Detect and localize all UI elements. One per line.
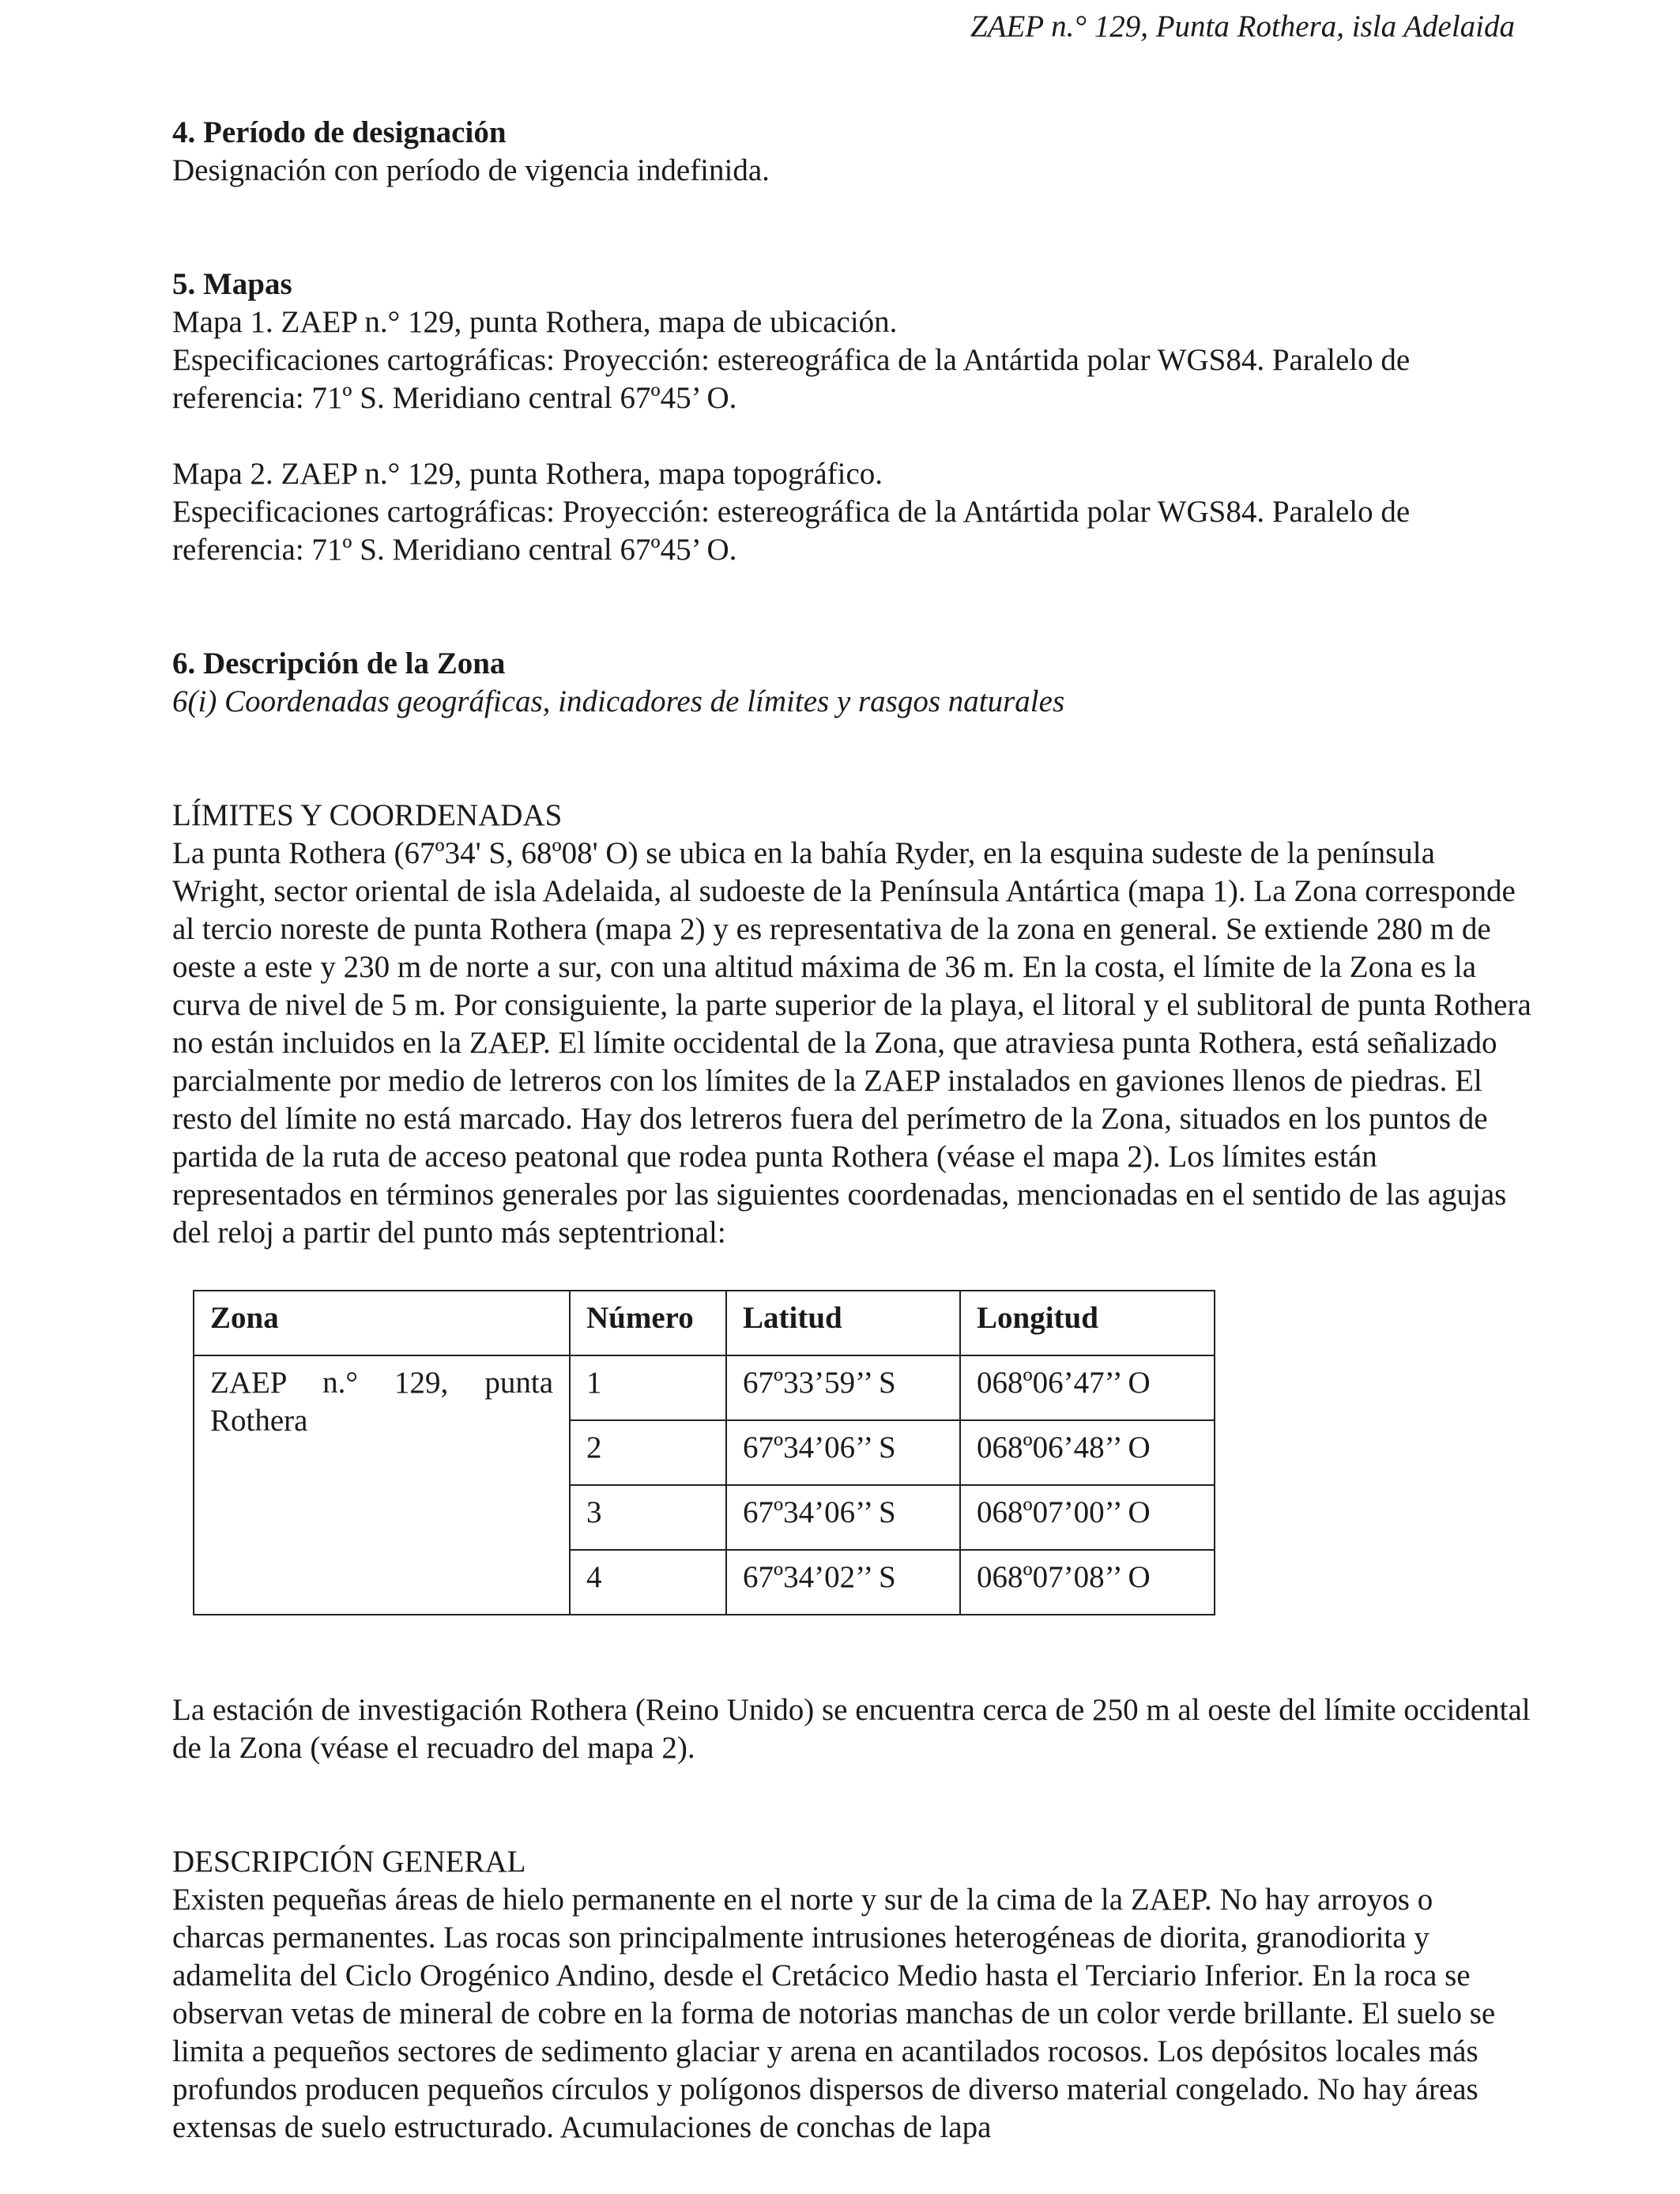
- section-4-text: Designación con período de vigencia indefinida.: [172, 153, 770, 187]
- limits-paragraph: La punta Rothera (67º34' S, 68º08' O) se ubica en la bahía Ryder, en la esquina sudeste de la península Wright, sector oriental de isla Adelaida, al sudoeste de la Península Antártica (mapa 1). La Zona corresponde al tercio noreste de punta Rothera (mapa 2) y es representativa de la zona en general. Se extiende 280 m de oeste a este y 230 m de norte a sur, con una altitud máxima de 36 m. En la costa, el límite de la Zona es la curva de nivel de 5 m. Por consiguiente, la parte superior de la playa, el litoral y el sublitoral de punta Rothera no están incluidos en la ZAEP. El límite occidental de la Zona, que atraviesa punta Rothera, está señalizado parcialmente por medio de letreros con los límites de la ZAEP instalados en gaviones llenos de piedras. El resto del límite no está marcado. Hay dos letreros fuera del perímetro de la Zona, situados en los puntos de partida de la ruta de acceso peatonal que rodea punta Rothera (véase el mapa 2). Los límites están representados en términos generales por las siguientes coordenadas, mencionadas en el sentido de las agujas del reloj a partir del punto más septentrional:: [172, 836, 1531, 1250]
- row-longitude: 068º07’08’’ O: [960, 1550, 1215, 1615]
- row-longitude: 068º06’48’’ O: [960, 1420, 1215, 1485]
- row-number: 1: [570, 1355, 726, 1420]
- row-latitude: 67º33’59’’ S: [726, 1355, 960, 1420]
- limits-heading: LÍMITES Y COORDENADAS: [172, 798, 563, 832]
- row-number: 4: [570, 1550, 726, 1615]
- row-longitude: 068º06’47’’ O: [960, 1355, 1215, 1420]
- map-1-spec: Especificaciones cartográficas: Proyección: estereográfica de la Antártida polar WGS84. Paralelo de referencia: 71º S. Meridiano central 67º45’ O.: [172, 343, 1411, 415]
- document-body: [172, 114, 1531, 2147]
- map-2-spec: Especificaciones cartográficas: Proyección: estereográfica de la Antártida polar WGS84. Paralelo de referencia: 71º S. Meridiano central 67º45’ O.: [172, 495, 1411, 567]
- row-latitude: 67º34’06’’ S: [726, 1420, 960, 1485]
- row-latitude: 67º34’06’’ S: [726, 1485, 960, 1550]
- header-numero: Número: [570, 1291, 726, 1355]
- header-latitud: Latitud: [726, 1291, 960, 1355]
- header-zona: Zona: [194, 1291, 570, 1355]
- page-header: ZAEP n.° 129, Punta Rothera, isla Adelaida: [970, 9, 1515, 43]
- row-number: 3: [570, 1485, 726, 1550]
- section-6-heading: 6. Descripción de la Zona: [172, 647, 506, 680]
- general-description-paragraph: Existen pequeñas áreas de hielo permanente en el norte y sur de la cima de la ZAEP. No hay arroyos o charcas permanentes. Las rocas son principalmente intrusiones heterogéneas de diorita, granodiorita y adamelita del Ciclo Orogénico Andino, desde el Cretácico Medio hasta el Terciario Inferior. En la roca se observan vetas de mineral de cobre en la forma de notorias manchas de un color verde brillante. El suelo se limita a pequeños sectores de sedimento glaciar y arena en acantilados rocosos. Los depósitos locales más profundos producen pequeños círculos y polígonos dispersos de diverso material congelado. No hay áreas extensas de suelo estructurado. Acumulaciones de conchas de lapa: [172, 1883, 1496, 2144]
- zone-cell: ZAEP n.° 129, punta Rothera: [194, 1355, 570, 1615]
- table-row: [194, 1355, 1215, 1420]
- section-6-subheading: 6(i) Coordenadas geográficas, indicadores de límites y rasgos naturales: [172, 684, 1065, 718]
- general-description-heading: DESCRIPCIÓN GENERAL: [172, 1845, 526, 1879]
- row-longitude: 068º07’00’’ O: [960, 1485, 1215, 1550]
- map-2-title: Mapa 2. ZAEP n.° 129, punta Rothera, mapa topográfico.: [172, 457, 883, 491]
- table-header-row: [194, 1291, 1215, 1355]
- section-4-heading: 4. Período de designación: [172, 115, 507, 149]
- row-number: 2: [570, 1420, 726, 1485]
- map-1-title: Mapa 1. ZAEP n.° 129, punta Rothera, mapa de ubicación.: [172, 305, 898, 339]
- header-longitud: Longitud: [960, 1291, 1215, 1355]
- row-latitude: 67º34’02’’ S: [726, 1550, 960, 1615]
- coordinates-table: [193, 1290, 1215, 1615]
- station-paragraph: La estación de investigación Rothera (Reino Unido) se encuentra cerca de 250 m al oeste del límite occidental de la Zona (véase el recuadro del mapa 2).: [172, 1693, 1531, 1765]
- section-5-heading: 5. Mapas: [172, 267, 292, 301]
